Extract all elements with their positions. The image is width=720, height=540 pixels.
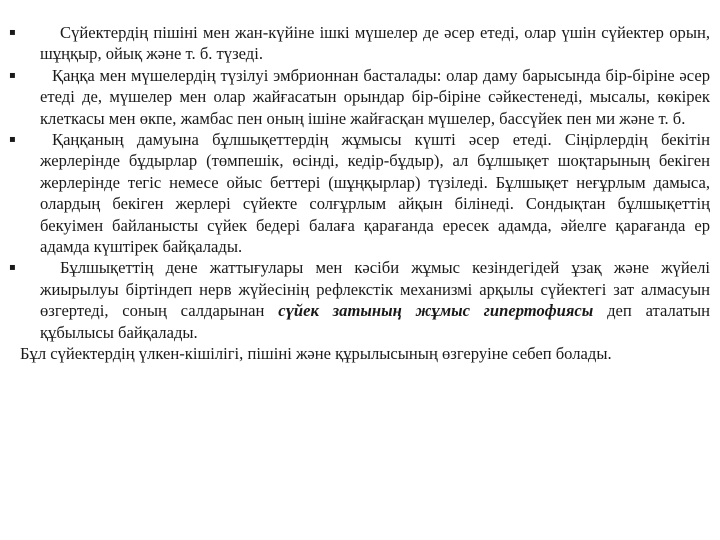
bullet-text-4-end: деп аталатын құбылысы байқалады.	[40, 301, 710, 342]
emphasized-term: сүйек затының жұмыс гипертофиясы	[278, 301, 594, 321]
bullet-item-3	[0, 129, 720, 257]
text-body	[0, 22, 720, 365]
square-bullet-icon: ▪	[9, 27, 16, 38]
bullet-text-1: Сүйектердің пішіні мен жан-күйіне ішкі мүшелер де әсер етеді, олар үшін сүйектер орын, шұңқыр, ойық және т. б. түзеді.	[40, 23, 710, 64]
bullet-item-4	[0, 257, 720, 343]
bullet-item-2	[0, 65, 720, 129]
square-bullet-icon: ▪	[9, 69, 16, 81]
bullet-text-2: Қаңқа мен мүшелердің түзілуі эмбрионнан басталады: олар даму барысында бір-біріне әсер етеді де, мүшелер мен олар жайғасатын орындар бір-біріне сәйкестенеді, мысалы, көкірек клеткасы мен өкпе, жамбас пен оның ішіне жайғасқан мүшелер, бассүйек пен ми және т. б.	[40, 65, 710, 128]
bullet-item-1	[0, 22, 720, 65]
bullet-text-4-start: Бұлшықеттің дене жаттығулары мен кәсіби жұмыс кезіндегідей ұзақ және жүйелі жиырылуы біртіндеп нерв жүйесінің рефлекстік механизмі арқылы сүйектегі зат алмасуын өзгертеді, соның салдарынан	[40, 258, 710, 321]
square-bullet-icon: ▪	[9, 134, 16, 146]
square-bullet-icon: ▪	[9, 262, 16, 274]
bullet-text-3: Қаңқаның дамуына бұлшықеттердің жұмысы күшті әсер етеді. Сіңірлердің бекітін жерлерінде бұдырлар (төмпешік, өсінді, кедір-бұдыр), ал бұлшықет шоқтарының бекіген жерлерінде тегіс немесе ойыс беттері (шұңқырлар) түзіледі. Бұлшықет неғұрлым дамыса, олардың бекіген жерлері сүйекте солғұрлым айқын білінеді. Сондықтан бұлшықеттің бекуімен байланысты сүйек бедері балаға қарағанда ересек адамда, әйелге қарағанда ер адамда күштірек байқалады.	[40, 130, 710, 257]
closing-text: Бұл сүйектердің үлкен-кішілігі, пішіні және құрылысының өзгеруіне себеп болады.	[20, 344, 612, 364]
closing-paragraph	[0, 343, 720, 364]
